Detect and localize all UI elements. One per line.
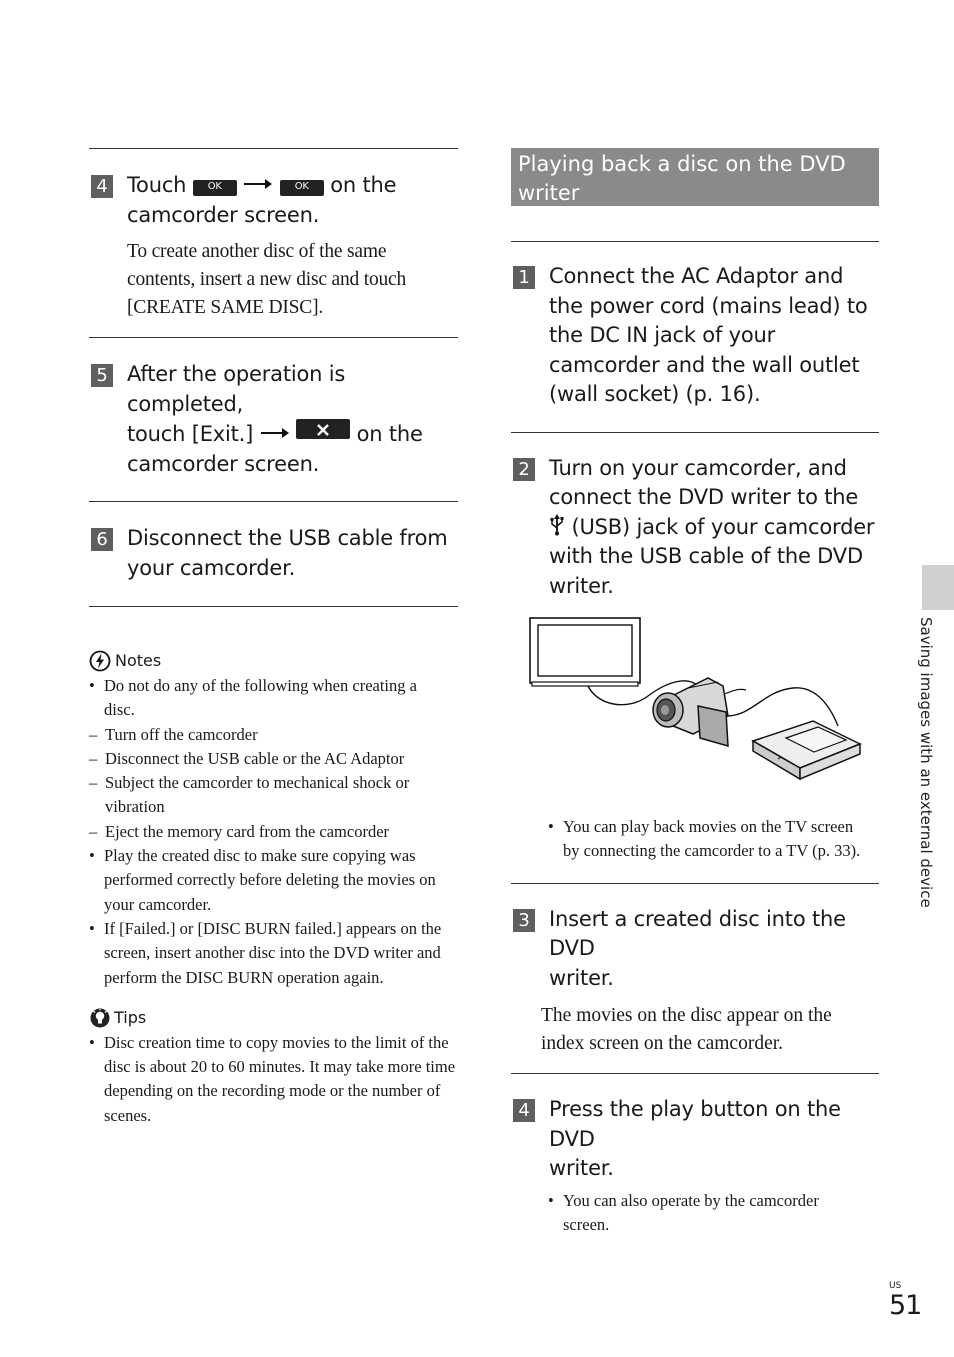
note-item: • You can also operate by the camcorder screen. — [548, 1189, 848, 1238]
step-number: 4 — [513, 1099, 535, 1122]
step-number: 6 — [91, 528, 113, 551]
step-text: touch [Exit.] — [127, 422, 254, 446]
arrow-right-icon — [243, 178, 273, 190]
step-6-disconnect — [89, 524, 458, 583]
step-text: Touch — [127, 173, 187, 197]
step-number: 1 — [513, 266, 535, 289]
step-5-exit — [89, 360, 458, 479]
ok-button-icon: OK — [280, 180, 324, 196]
step-4-note — [548, 1189, 848, 1238]
step-text: Turn on your camcorder, and — [549, 455, 847, 480]
step-text: on the — [330, 173, 397, 197]
section-tab — [922, 565, 954, 610]
step-4-play — [511, 1095, 879, 1184]
step-text: Disconnect the USB cable from — [127, 526, 448, 550]
step-text: Connect the AC Adaptor and the power cord (mains lead) to the DC IN jack of your camcorder and the wall outlet (wall socket) (p. 16). — [549, 264, 868, 406]
step-number: 3 — [513, 909, 535, 932]
divider — [511, 432, 879, 433]
divider — [89, 606, 458, 607]
notes-heading: Notes — [89, 650, 458, 672]
step-text: with the USB cable of the DVD — [549, 544, 863, 568]
tips-section — [89, 1007, 458, 1128]
step-text: writer. — [549, 573, 614, 598]
step-text: connect the DVD writer to the — [549, 485, 859, 509]
notes-list — [89, 674, 451, 990]
step-text: on the — [356, 422, 423, 446]
note-item: • Play the created disc to make sure copying was performed correctly before deleting the movies on your camcorder. — [89, 844, 451, 917]
step-text: camcorder screen. — [127, 202, 320, 227]
step-number: 4 — [91, 175, 113, 198]
step-2-note — [548, 815, 868, 864]
tips-heading: Tips — [89, 1007, 458, 1029]
step-text: After the operation is completed, — [127, 362, 346, 416]
step-text: (USB) jack of your camcorder — [571, 514, 875, 539]
note-item: • You can play back movies on the TV screen by connecting the camcorder to a TV (p. 33). — [548, 815, 868, 864]
camcorder-icon — [653, 678, 728, 746]
step-1-power — [511, 262, 879, 410]
divider — [89, 501, 458, 502]
step-text: writer. — [549, 965, 614, 990]
arrow-right-icon — [260, 427, 290, 439]
right-column — [511, 148, 879, 1237]
tips-list — [89, 1031, 459, 1128]
usb-icon — [549, 514, 565, 536]
step-body: To create another disc of the same contents, insert a new disc and touch [CREATE SAME DISC]. — [127, 241, 407, 318]
step-body: The movies on the disc appear on the index screen on the camcorder. — [541, 1005, 832, 1055]
page-number — [889, 1281, 921, 1321]
left-column — [89, 148, 458, 1128]
section-heading: Playing back a disc on the DVD writer — [511, 148, 879, 206]
step-text: your camcorder. — [127, 555, 296, 580]
page-number-value: 51 — [889, 1290, 922, 1321]
step-2-connect — [511, 454, 879, 602]
divider — [511, 241, 879, 242]
step-text: Press the play button on the DVD — [549, 1097, 841, 1151]
divider — [511, 1073, 879, 1074]
step-4-create-disc — [89, 171, 458, 322]
side-section-label: Saving images with an external device — [917, 617, 935, 908]
step-3-insert-disc — [511, 905, 879, 994]
ok-button-icon: OK — [193, 180, 237, 196]
close-button-icon — [296, 419, 350, 439]
divider — [511, 883, 879, 884]
step-text: Insert a created disc into the DVD — [549, 906, 846, 961]
divider — [89, 148, 458, 149]
note-subitem: – Turn off the camcorder — [89, 724, 258, 744]
note-item: • Do not do any of the following when creating a disc. — [89, 674, 451, 723]
dvd-writer-icon — [753, 721, 860, 779]
step-text: writer. — [549, 1156, 614, 1181]
tv-camcorder-dvd-writer-illustration — [528, 616, 868, 796]
notes-caution-icon — [89, 650, 111, 672]
tip-item: • Disc creation time to copy movies to the limit of the disc is about 20 to 60 minutes. It may take more time depending on the recording mode or the number of scenes. — [89, 1031, 459, 1128]
note-subitem: – Disconnect the USB cable or the AC Adaptor — [89, 748, 405, 768]
note-item: • If [Failed.] or [DISC BURN failed.] appears on the screen, insert another disc into the DVD writer and perform the DISC BURN operation again. — [89, 917, 451, 990]
step-number: 5 — [91, 364, 113, 387]
notes-section — [89, 650, 458, 990]
note-subitem: – Eject the memory card from the camcorder — [89, 821, 390, 841]
region-code: US — [889, 1281, 902, 1291]
divider — [89, 337, 458, 338]
step-number: 2 — [513, 458, 535, 481]
note-subitem: – Subject the camcorder to mechanical shock or vibration — [89, 773, 410, 817]
lightbulb-icon — [89, 1007, 111, 1029]
step-text: camcorder screen. — [127, 451, 320, 476]
